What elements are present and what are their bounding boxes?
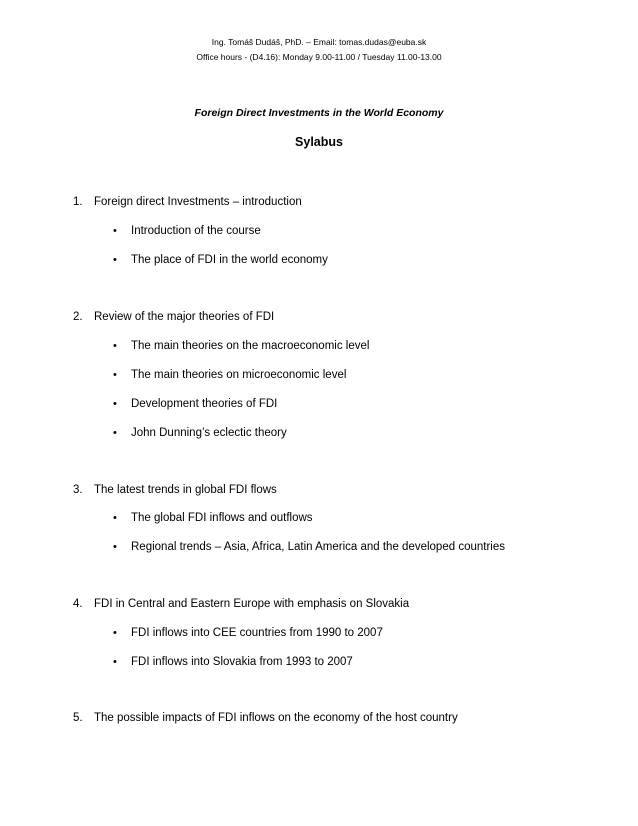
section-title-text: Foreign direct Investments – introduction (94, 196, 302, 208)
list-item (113, 426, 287, 440)
list-item-text: FDI inflows into CEE countries from 1990 to 2007 (131, 627, 383, 639)
section-1-title (73, 195, 302, 209)
bullet-icon: • (113, 369, 117, 381)
bullet-icon: • (113, 340, 117, 352)
list-item-text: The main theories on microeconomic level (131, 369, 347, 381)
list-item (113, 368, 346, 382)
list-item-text: Regional trends – Asia, Africa, Latin America and the developed countries (131, 541, 505, 553)
list-item-text: Development theories of FDI (131, 398, 278, 410)
list-item-text: John Dunning’s eclectic theory (131, 427, 287, 439)
bullet-icon: • (113, 541, 117, 553)
section-number: 1. (73, 196, 83, 208)
section-number: 4. (73, 598, 83, 610)
course-title: Foreign Direct Investments in the World Economy (194, 107, 444, 119)
office-hours-line: Office hours - (D4.16): Monday 9.00-11.00 / Tuesday 11.00-13.00 (196, 52, 442, 62)
section-number: 2. (73, 311, 83, 323)
list-item (113, 339, 369, 353)
section-title-text: The latest trends in global FDI flows (94, 484, 277, 496)
list-item (113, 511, 313, 525)
section-title-text: The possible impacts of FDI inflows on the economy of the host country (94, 712, 458, 724)
list-item (113, 626, 383, 640)
list-item-text: The main theories on the macroeconomic level (131, 340, 370, 352)
list-item-text: FDI inflows into Slovakia from 1993 to 2007 (131, 656, 353, 668)
section-2-title (73, 310, 274, 324)
section-3-title (73, 483, 277, 497)
syllabus-heading: Sylabus (295, 135, 343, 149)
bullet-icon: • (113, 225, 117, 237)
bullet-icon: • (113, 512, 117, 524)
list-item (113, 253, 328, 267)
section-title-text: FDI in Central and Eastern Europe with emphasis on Slovakia (94, 598, 410, 610)
section-title-text: Review of the major theories of FDI (94, 311, 275, 323)
list-item-text: The global FDI inflows and outflows (131, 512, 313, 524)
bullet-icon: • (113, 427, 117, 439)
list-item (113, 397, 277, 411)
list-item-text: Introduction of the course (131, 225, 261, 237)
list-item (113, 224, 261, 238)
list-item (113, 655, 353, 669)
section-number: 5. (73, 712, 83, 724)
bullet-icon: • (113, 656, 117, 668)
list-item (113, 540, 505, 554)
section-number: 3. (73, 484, 83, 496)
bullet-icon: • (113, 254, 117, 266)
bullet-icon: • (113, 627, 117, 639)
section-5-title (73, 711, 458, 725)
contact-line: Ing. Tomáš Dudáš, PhD. – Email: tomas.dudas@euba.sk (211, 37, 427, 47)
list-item-text: The place of FDI in the world economy (131, 254, 328, 266)
bullet-icon: • (113, 398, 117, 410)
section-4-title (73, 597, 409, 611)
